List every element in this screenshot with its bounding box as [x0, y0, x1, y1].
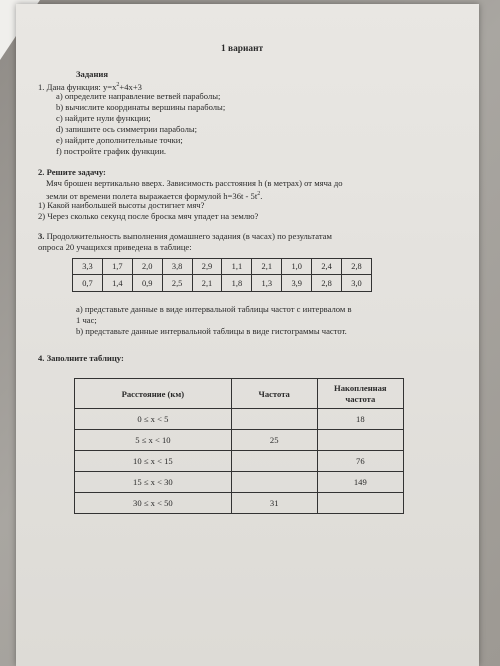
task1-item-b: b) вычислите координаты вершины параболы; — [56, 102, 226, 112]
table-cell: 0,7 — [73, 275, 103, 292]
task3-item-b: b) представьте данные интервальной таблицы в виде гистограммы частот. — [76, 326, 347, 336]
task3-data-table — [72, 258, 372, 292]
table-cell: 1,7 — [102, 259, 132, 275]
task1-item-a: а) определите направление ветвей параболы; — [56, 91, 221, 101]
distance-range-cell: 30 ≤ x < 50 — [75, 493, 232, 514]
table-header-row — [75, 379, 404, 409]
frequency-cell — [231, 409, 317, 430]
frequency-cell — [231, 451, 317, 472]
distance-range-cell: 0 ≤ x < 5 — [75, 409, 232, 430]
table-cell: 3,8 — [162, 259, 192, 275]
table-row — [75, 430, 404, 451]
task3-heading-line-2: опроса 20 учащихся приведена в таблице: — [38, 242, 192, 252]
table-cell: 1,8 — [222, 275, 252, 292]
task4-frequency-table — [74, 378, 404, 514]
task1-function-exponent: 2 — [116, 82, 120, 88]
task1-item-c: c) найдите нули функции; — [56, 113, 151, 123]
column-header-cumulative — [317, 379, 403, 409]
task3-number: 3. — [38, 231, 45, 241]
frequency-cell: 25 — [231, 430, 317, 451]
task3-item-a: а) представьте данные в виде интервальной таблицы частот с интервалом в — [76, 304, 352, 314]
page-title: 1 вариант — [221, 44, 264, 54]
task3-item-a-continued: 1 час; — [76, 315, 97, 325]
table-cell: 2,0 — [132, 259, 162, 275]
cumulative-cell: 76 — [317, 451, 403, 472]
task4-heading: 4. Заполните таблицу: — [38, 353, 124, 363]
task1-function-tail: +4x+3 — [119, 81, 142, 92]
distance-range-cell: 10 ≤ x < 15 — [75, 451, 232, 472]
table-cell: 1,4 — [102, 275, 132, 292]
task2-question-2: 2) Через сколько секунд после броска мяч упадет на землю? — [38, 211, 259, 221]
task3-table-row — [73, 259, 372, 275]
task1-heading: Задания — [76, 69, 109, 79]
table-cell: 2,5 — [162, 275, 192, 292]
table-cell: 3,3 — [73, 259, 103, 275]
cumulative-cell: 149 — [317, 472, 403, 493]
table-cell: 2,4 — [312, 259, 342, 275]
table-cell: 3,9 — [282, 275, 312, 292]
table-row — [75, 451, 404, 472]
task2-formula-end: . — [260, 190, 263, 201]
frequency-cell: 31 — [231, 493, 317, 514]
frequency-cell — [231, 472, 317, 493]
table-cell: 3,0 — [342, 275, 372, 292]
table-row — [75, 493, 404, 514]
table-cell: 1,1 — [222, 259, 252, 275]
task2-line-1: Мяч брошен вертикально вверх. Зависимость расстояния h (в метрах) от мяча до — [46, 178, 343, 188]
task3-heading-text: Продолжительность выполнения домашнего задания (в часах) по результатам — [44, 231, 332, 241]
table-cell: 2,8 — [312, 275, 342, 292]
column-header-distance: Расстояние (км) — [75, 379, 232, 409]
column-header-frequency: Частота — [231, 379, 317, 409]
table-cell: 1,0 — [282, 259, 312, 275]
distance-range-cell: 5 ≤ x < 10 — [75, 430, 232, 451]
cumulative-cell: 18 — [317, 409, 403, 430]
table-cell: 1,3 — [252, 275, 282, 292]
task2-formula-exponent: 2 — [257, 191, 261, 197]
table-cell: 2,8 — [342, 259, 372, 275]
table-cell: 2,1 — [252, 259, 282, 275]
table-row — [75, 472, 404, 493]
task2-heading: 2. Решите задачу: — [38, 167, 106, 177]
table-row — [75, 409, 404, 430]
table-cell: 0,9 — [132, 275, 162, 292]
cumulative-cell — [317, 430, 403, 451]
cumulative-cell — [317, 493, 403, 514]
task1-function-text: 1. Дана функция: y=x — [38, 81, 117, 92]
column-header-cumulative-line-2: частота — [345, 393, 376, 404]
task1-item-f: f) постройте график функции. — [56, 146, 167, 156]
task2-formula-text: земли от времени полета выражается формулой h=36t - 5t — [46, 190, 258, 201]
table-cell: 2,9 — [192, 259, 222, 275]
task1-item-d: d) запишите ось симметрии параболы; — [56, 124, 198, 134]
task2-question-1: 1) Какой наибольшей высоты достигнет мяч? — [38, 200, 205, 210]
worksheet-page — [16, 4, 479, 666]
distance-range-cell: 15 ≤ x < 30 — [75, 472, 232, 493]
table-cell: 2,1 — [192, 275, 222, 292]
task3-table-row — [73, 275, 372, 292]
task1-item-e: e) найдите дополнительные точки; — [56, 135, 183, 145]
column-header-cumulative-line-1: Накопленная — [334, 382, 387, 393]
task3-heading — [38, 231, 332, 241]
